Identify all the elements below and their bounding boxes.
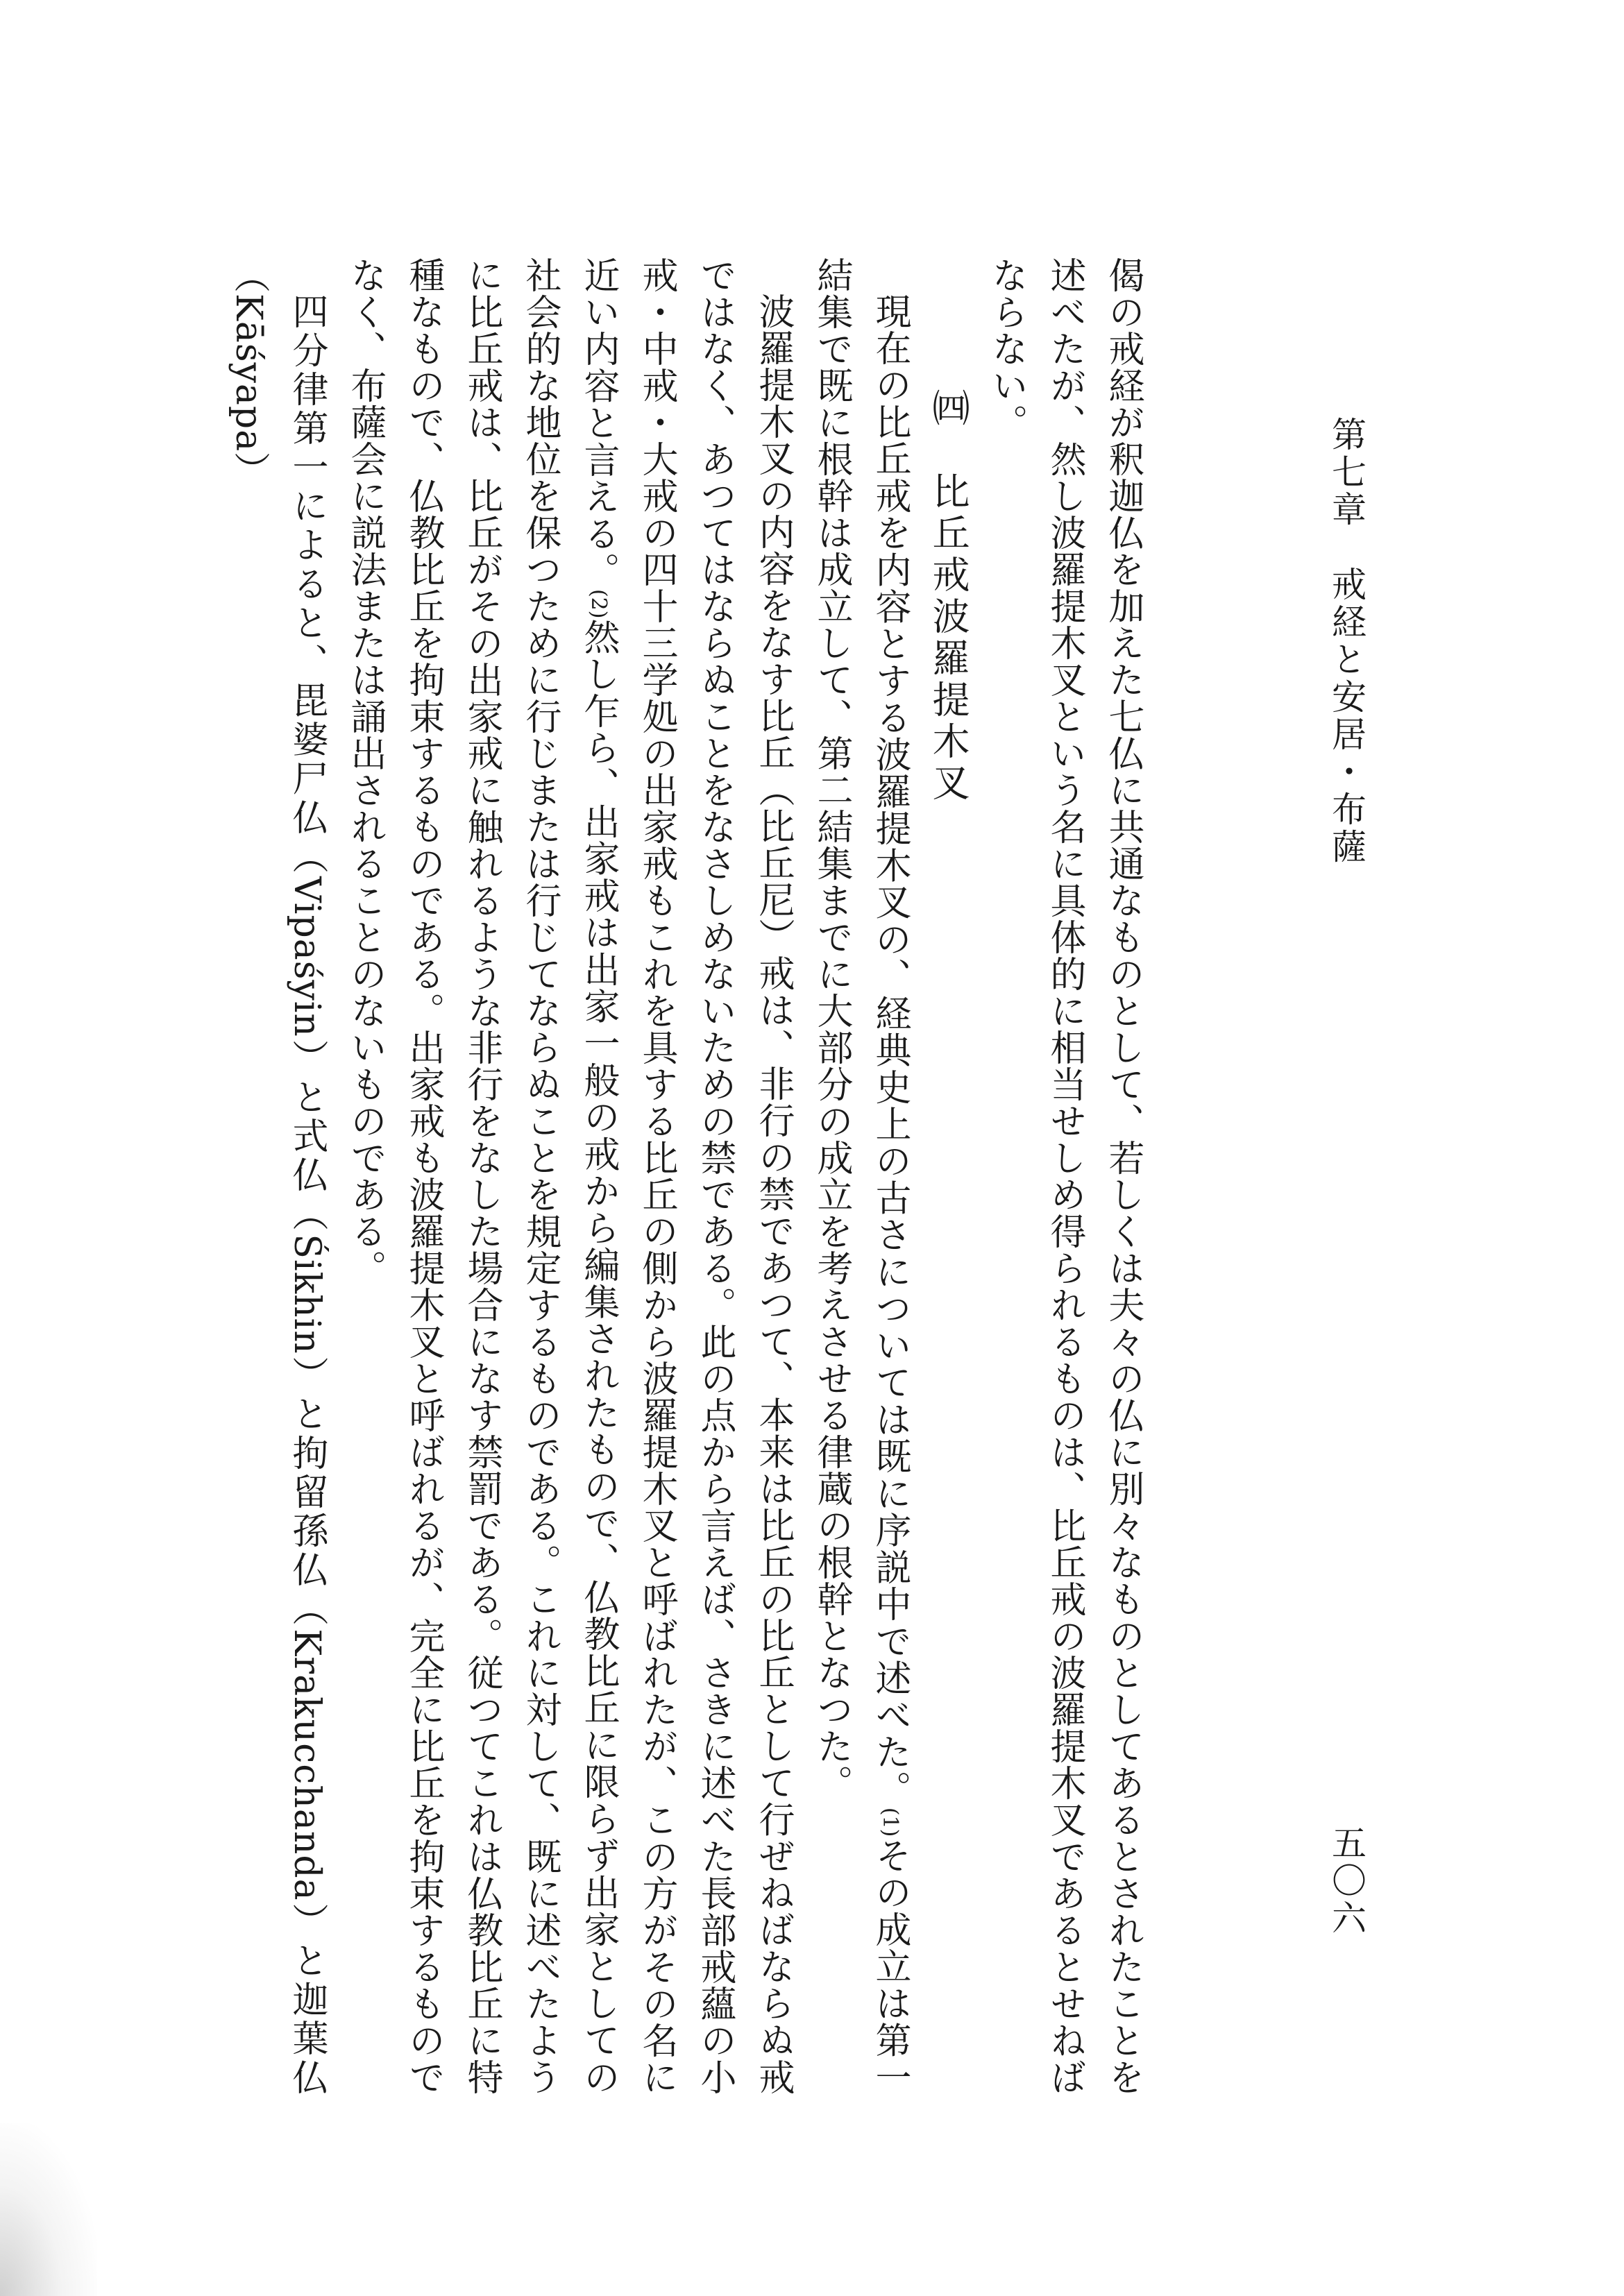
footnote-ref-2: (2) [586, 588, 611, 619]
paragraph-2 [802, 257, 919, 2095]
paragraph-3-part-a: 波羅提木叉の内容をなす比丘（比丘尼）戒は、非行の禁であつて、本来は比丘の比丘として行ぜねばならぬ戒ではなく、あつてはならぬことをなさしめないための禁である。此の点から言えば、さきに述べた長部戒蘊の小戒・中戒・大戒の四十三学処の出家戒もこれを具する比丘の側から波羅提木叉と呼ばれたが、この方がその名に近い内容と言える。 [577, 257, 794, 2095]
chapter-title: 第七章 戒経と安居・布薩 [1326, 416, 1367, 866]
body-text [228, 257, 1152, 2096]
paragraph-3 [336, 257, 802, 2095]
paragraph-1: 偈の戒経が釈迦仏を加えた七仏に共通なものとして、若しくは夫々の仏に別々なものとしてあるとされたことを述べたが、然し波羅提木叉という名に具体的に相当せしめ得られるものは、比丘戒の波羅提木叉であるとせねばならない。 [986, 257, 1144, 2095]
paragraph-4: 四分律第一によると、毘婆尸仏（Vipaśyin）と式仏（Śikhin）と拘留孫仏（Krakucchanda）と迦葉仏（Kāśyapa） [228, 257, 328, 2095]
footnote-ref-1: (1) [878, 1807, 902, 1837]
page-number-text: 五〇六 [1326, 1825, 1367, 1937]
paragraph-3-part-b: 然し乍ら、出家戒は出家一般の戒から編集されたもので、仏教比丘に限らず出家としての社会的な地位を保つために行じまたは行じてならぬことを規定するものである。これに対して、既に述べたように比丘戒は、比丘がその出家戒に触れるような非行をなした場合になす禁罰である。従つてこれは仏教比丘に特種なもので、仏教比丘を拘束するものである。出家戒も波羅提木叉と呼ばれるが、完全に比丘を拘束するものでなく、布薩会に説法または誦出されることのないものである。 [344, 257, 619, 2096]
paragraph-2-part-a: 現在の比丘戒を内容とする波羅提木叉の、経典史上の古さについては既に序説中で述べた。 [869, 293, 911, 1808]
running-header [1322, 416, 1371, 1180]
section-heading: ㈣ 比丘戒波羅提木叉 [927, 389, 970, 805]
scan-shadow [0, 2123, 97, 2296]
paragraph-2-part-b: その成立は第一結集で既に根幹は成立して、第二結集までに大部分の成立を考えさせる律蔵の根幹となつた。 [811, 257, 911, 2096]
page-number [1322, 1825, 1371, 2033]
